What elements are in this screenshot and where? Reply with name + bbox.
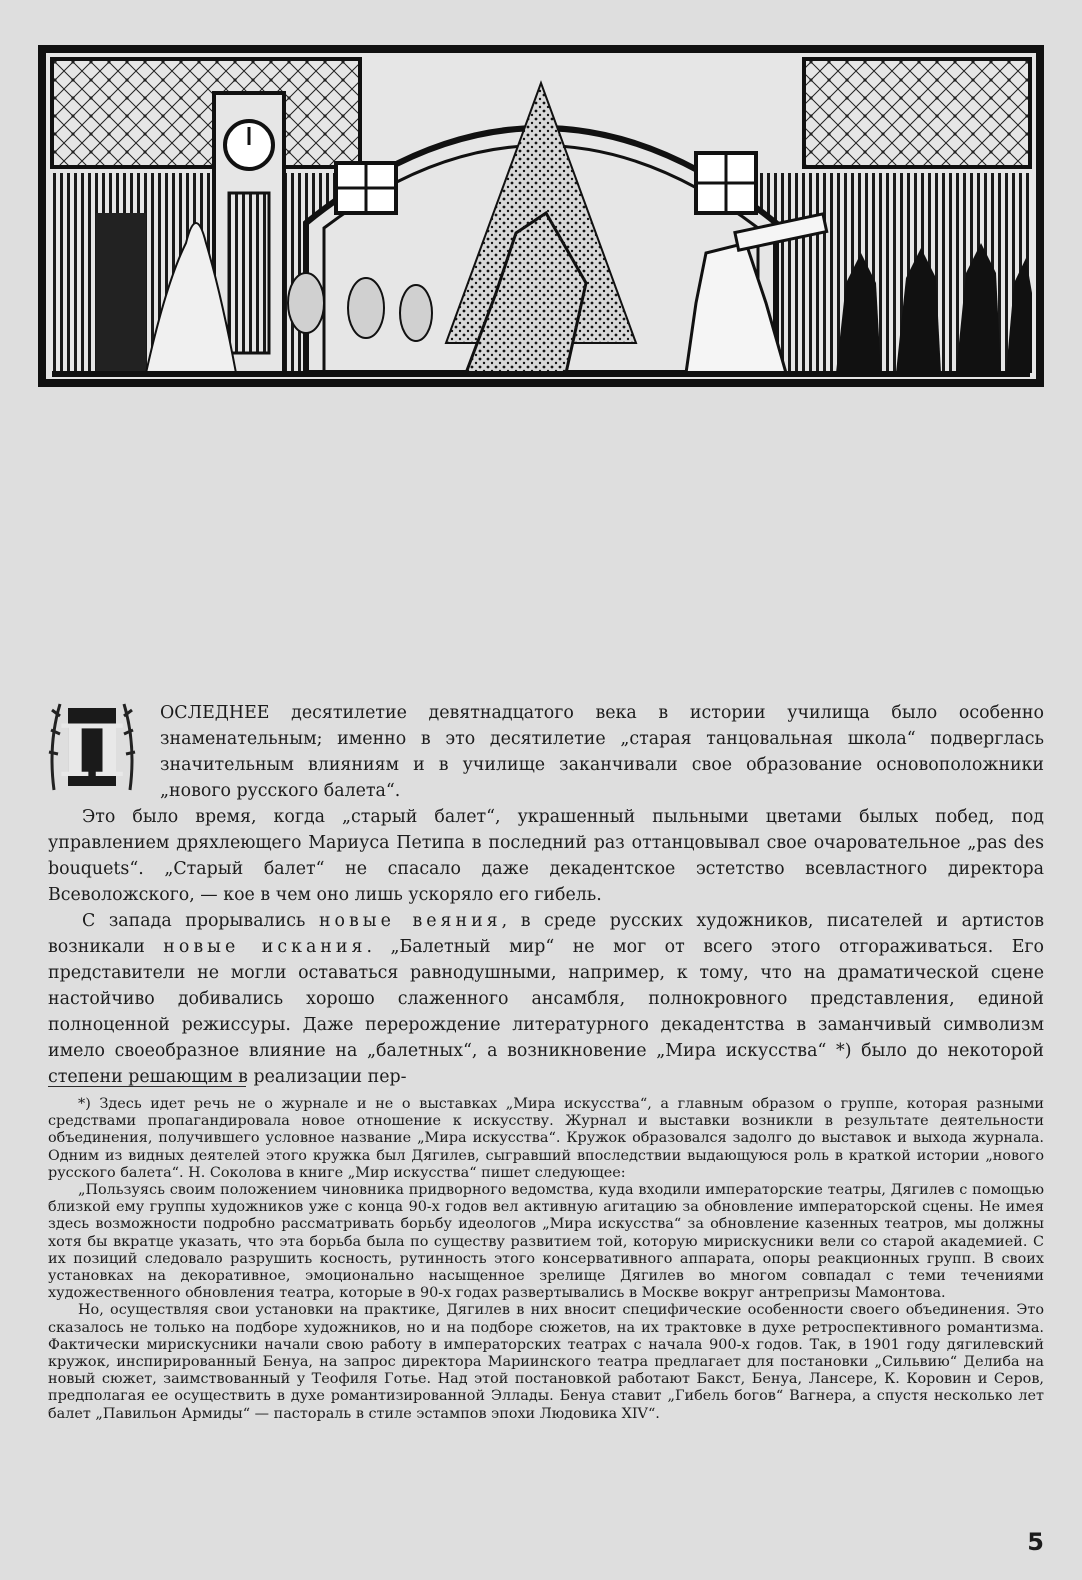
paragraph-3-text: . „Балетный мир“ не мог от всего этого отгораживаться. Его представители не могли оставаться равнодушными, например, к тому, что на драматической сцене настойчиво добивались хорошо слаженного ансамбля, полнокровного представления, единой полноценной режиссуры. Даже перерождение литературного декадентства в заманчивый символизм имело своеобразное влияние на „балетных“, а возникновение „Мира искусства“ *) было до некоторой степени решающим в реализации пер- [48,937,1044,1087]
paragraph-3 [48,908,1044,1090]
paragraph-3-text: , в среде русских художников, писателей и артистов возникали [48,911,1044,957]
paragraph-3-text: С запада прорывались [82,911,319,931]
article-body [48,700,1044,1090]
paragraph-1-text: ОСЛЕДНЕЕ десятилетие девятнадцатого века в истории училища было особенно знаменательным; именно в это десятилетие „старая танцовальная школа“ подверглась значительным влияниям и в училище заканчивали свое образование основоположники „нового русского балета“. [160,703,1044,801]
emphasis-new-trends: новые веяния [318,911,502,931]
footnote-quote-2: Но, осуществляя свои установки на практике, Дягилев в них вносит специфические особенности своего объединения. Это сказалось не только на подборе художников, но и на подборе сюжетов, на их трактовке в духе ретроспективного романтизма. Фактически мирискусники начали свою работу в императорских театрах с начала 900-х годов. Так, в 1901 году дягилевский кружок, инспирированный Бенуа, на запрос директора Мариинского театра предлагает для постановки „Сильвию“ Делиба на новый сюжет, заимствованный у Теофиля Готье. Над этой постановкой работают Бакст, Бенуа, Лансере, К. Коровин и Серов, предполагая ее осуществить в духе романтизированной Эллады. Бенуа ставит „Гибель богов“ Вагнера, а спустя несколько лет балет „Павильон Армиды“ — пастораль в стиле эстампов эпохи Людовика XIV“. [48,1302,1044,1422]
footnote-divider [48,1086,246,1087]
emphasis-new-quests: новые искания [163,937,367,957]
paragraph-2 [48,804,1044,908]
illustration-plate [38,45,1044,387]
footnote-1: *) Здесь идет речь не о журнале и не о выставках „Мира искусства“, а главным образом о группе, которая разными средствами пропагандировала новое отношение к искусству. Журнал и выставки возникли в результате деятельности объединения, получившего условное название „Мира искусства“. Кружок образовался задолго до выставок и выхода журнала. Одним из видных деятелей этого кружка был Дягилев, сыгравший впоследствии выдающуюся роль в краткой истории „нового русского балета“. Н. Соколова в книге „Мир искусства“ пишет следующее: [48,1096,1044,1181]
page-number: 5 [1027,1528,1044,1556]
paragraph-2-text: Это было время, когда „старый балет“, украшенный пыльными цветами былых побед, под управлением дряхлеющего Мариуса Петипа в последний раз оттанцовывал свое очаровательное „pas des bouquets“. „Старый балет“ не спасало даже декадентское эстетство всевластного директора Всеволожского, — кое в чем оно лишь ускоряло его гибель. [48,807,1044,905]
drop-cap-letter: П [58,708,126,793]
nutcracker-scene-illustration [46,53,1036,379]
paragraph-1 [48,700,1044,804]
footnotes [48,1096,1044,1423]
footnote-quote-1: „Пользуясь своим положением чиновника придворного ведомства, куда входили императорские театры, Дягилев с помощью близкой ему группы художников уже с конца 90-х годов вел активную агитацию за обновление императорской сцены. Не имея здесь возможности подробно рассматривать борьбу идеологов „Мира искусства“ за обновление казенных театров, мы должны хотя бы вкратце указать, что эта борьба была по существу развитием той, которую мирискусники вели со старой академией. С их позиций следовало разрушить косность, рутинность этого консервативного аппарата, опоры реакционных групп. В своих установках на декоративное, эмоционально насыщенное зрелище Дягилев во многом совпадал с теми течениями художественного обновления театра, которые в 90-х годах развертывались в Москве вокруг антрепризы Мамонтова. [48,1182,1044,1302]
